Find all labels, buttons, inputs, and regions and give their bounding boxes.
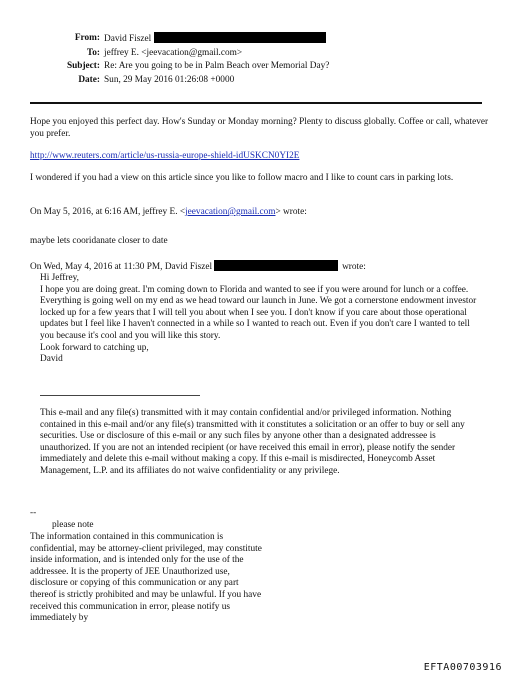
redaction-box (214, 260, 338, 271)
attribution-2: On Wed, May 4, 2016 at 11:30 PM, David Fiszel wrote: (30, 262, 366, 272)
email-header (20, 32, 480, 87)
subject-value: Re: Are you going to be in Palm Beach over Memorial Day? (104, 61, 330, 71)
subject-label: Subject: (66, 61, 100, 71)
redaction-box (154, 32, 326, 43)
quoted-greeting: Hi Jeffrey, (40, 273, 79, 283)
footer-dashes: -- (30, 508, 37, 518)
attribution-1: On May 5, 2016, at 6:16 AM, jeffrey E. <jeevacation@gmail.com> wrote: (30, 207, 307, 217)
quoted-paragraph-1: I hope you are doing great. I'm coming down to Florida and wanted to see if you were around for lunch or a coffee. (40, 284, 469, 295)
document-id: EFTA00703916 (423, 662, 502, 673)
sender-email-link[interactable]: jeevacation@gmail.com (185, 207, 276, 217)
date-value: Sun, 29 May 2016 01:26:08 +0000 (104, 74, 235, 85)
reply-text: maybe lets cooridanate closer to date (30, 236, 168, 246)
quoted-closing: Look forward to catching up, (40, 342, 149, 353)
from-label: From: (74, 33, 100, 43)
quoted-signature-name: David (40, 354, 63, 365)
article-link-row (30, 151, 490, 163)
article-link[interactable]: http://www.reuters.com/article/us-russia-europe-shield-idUSKCN0YI2E (30, 151, 300, 161)
quoted-message (40, 273, 480, 366)
header-subject-row (20, 60, 480, 74)
footer-note-label: please note (52, 520, 94, 530)
header-from-row (20, 32, 480, 47)
body-paragraph-2: I wondered if you had a view on this article since you like to follow macro and I like to count cars in parking lots. (30, 173, 454, 183)
to-label: To: (86, 47, 100, 58)
date-label: Date: (78, 74, 100, 85)
quoted-paragraph-2: Everything is going well on my end as we head toward our launch in June. We got a cornerstone endowment investor locked up for a few years that I will tell you about when I see you. I don't know if you care about those operational updates but I feel like I haven't connected in a while so I wanted to reach out. Even if you don't care I wanted to tell you because it's cool and you will like this story. (40, 296, 477, 341)
body-paragraph-1: Hope you enjoyed this perfect day. How's Sunday or Monday morning? Plenty to discuss globally. Coffee or call, whatever you prefer. (30, 117, 489, 139)
header-to-row (20, 47, 480, 61)
to-value: jeffrey E. <jeevacation@gmail.com> (104, 47, 243, 58)
header-divider (30, 102, 482, 104)
signature-divider (40, 395, 200, 396)
from-value: David Fiszel (104, 32, 326, 47)
footer-notice-text: The information contained in this communication is confidential, may be attorney-client privileged, may constitute inside information, and is intended only for the use of the addressee. It is the property of JEE Unauthorized use, disclosure or copying of this communication or any part thereof is strictly prohibited and may be unlawful. If you have received this communication in error, please notify us immediately by (30, 532, 262, 624)
header-date-row (20, 74, 480, 88)
disclaimer-text: This e-mail and any file(s) transmitted with it may contain confidential and/or privileged information. Nothing contained in this e-mail and/or any file(s) transmitted with it constitutes a solicitation or an offer to buy or sell any securities. Use or disclosure of this e-mail or any such files by anyone other than a designated addressee is unauthorized. If you are not an intended recipient (or have received this email in error), please notify the sender immediately and delete this e-mail without making a copy. If this e-mail is misdirected, Honeycomb Asset Management, L.P. and its affiliates do not waive confidentiality or any privilege. (40, 408, 465, 476)
